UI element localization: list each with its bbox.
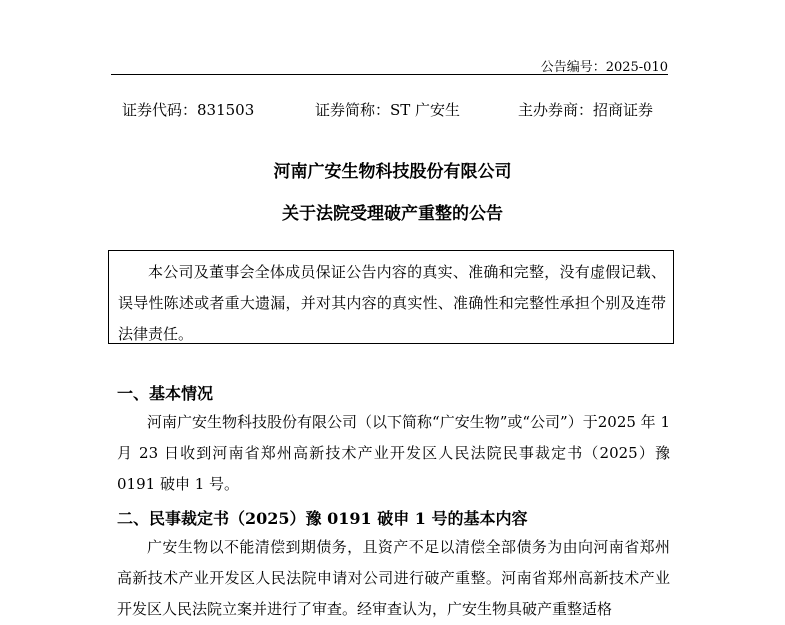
section-1-body: 河南广安生物科技股份有限公司（以下简称“广安生物”或“公司”）于2025 年 1 月 23 日收到河南省郑州高新技术产业开发区人民法院民事裁定书（2025）豫 0191 破申 1 号。 (117, 413, 670, 493)
stock-name: 证券简称：ST 广安生 (315, 101, 461, 119)
sponsor-broker: 主办券商：招商证券 (518, 101, 654, 119)
section-2-heading: 二、民事裁定书（2025）豫 0191 破申 1 号的基本内容 (117, 509, 528, 528)
section-1-heading: 一、基本情况 (117, 384, 214, 403)
announcement-number: 公告编号：2025-010 (540, 60, 668, 75)
header-divider (111, 74, 668, 75)
company-title: 河南广安生物科技股份有限公司 (273, 162, 512, 182)
disclaimer-box: 本公司及董事会全体成员保证公告内容的真实、准确和完整，没有虚假记载、误导性陈述或者重大遗漏，并对其内容的真实性、准确性和完整性承担个别及连带法律责任。 (108, 250, 674, 344)
document-title: 关于法院受理破产重整的公告 (282, 204, 503, 224)
stock-code: 证券代码：831503 (122, 101, 255, 119)
section-2-body: 广安生物以不能清偿到期债务，且资产不足以清偿全部债务为由向河南省郑州高新技术产业开发区人民法院申请对公司进行破产重整。河南省郑州高新技术产业开发区人民法院立案并进行了审查。经审查认为，广安生物具破产重整适格 (117, 538, 670, 618)
